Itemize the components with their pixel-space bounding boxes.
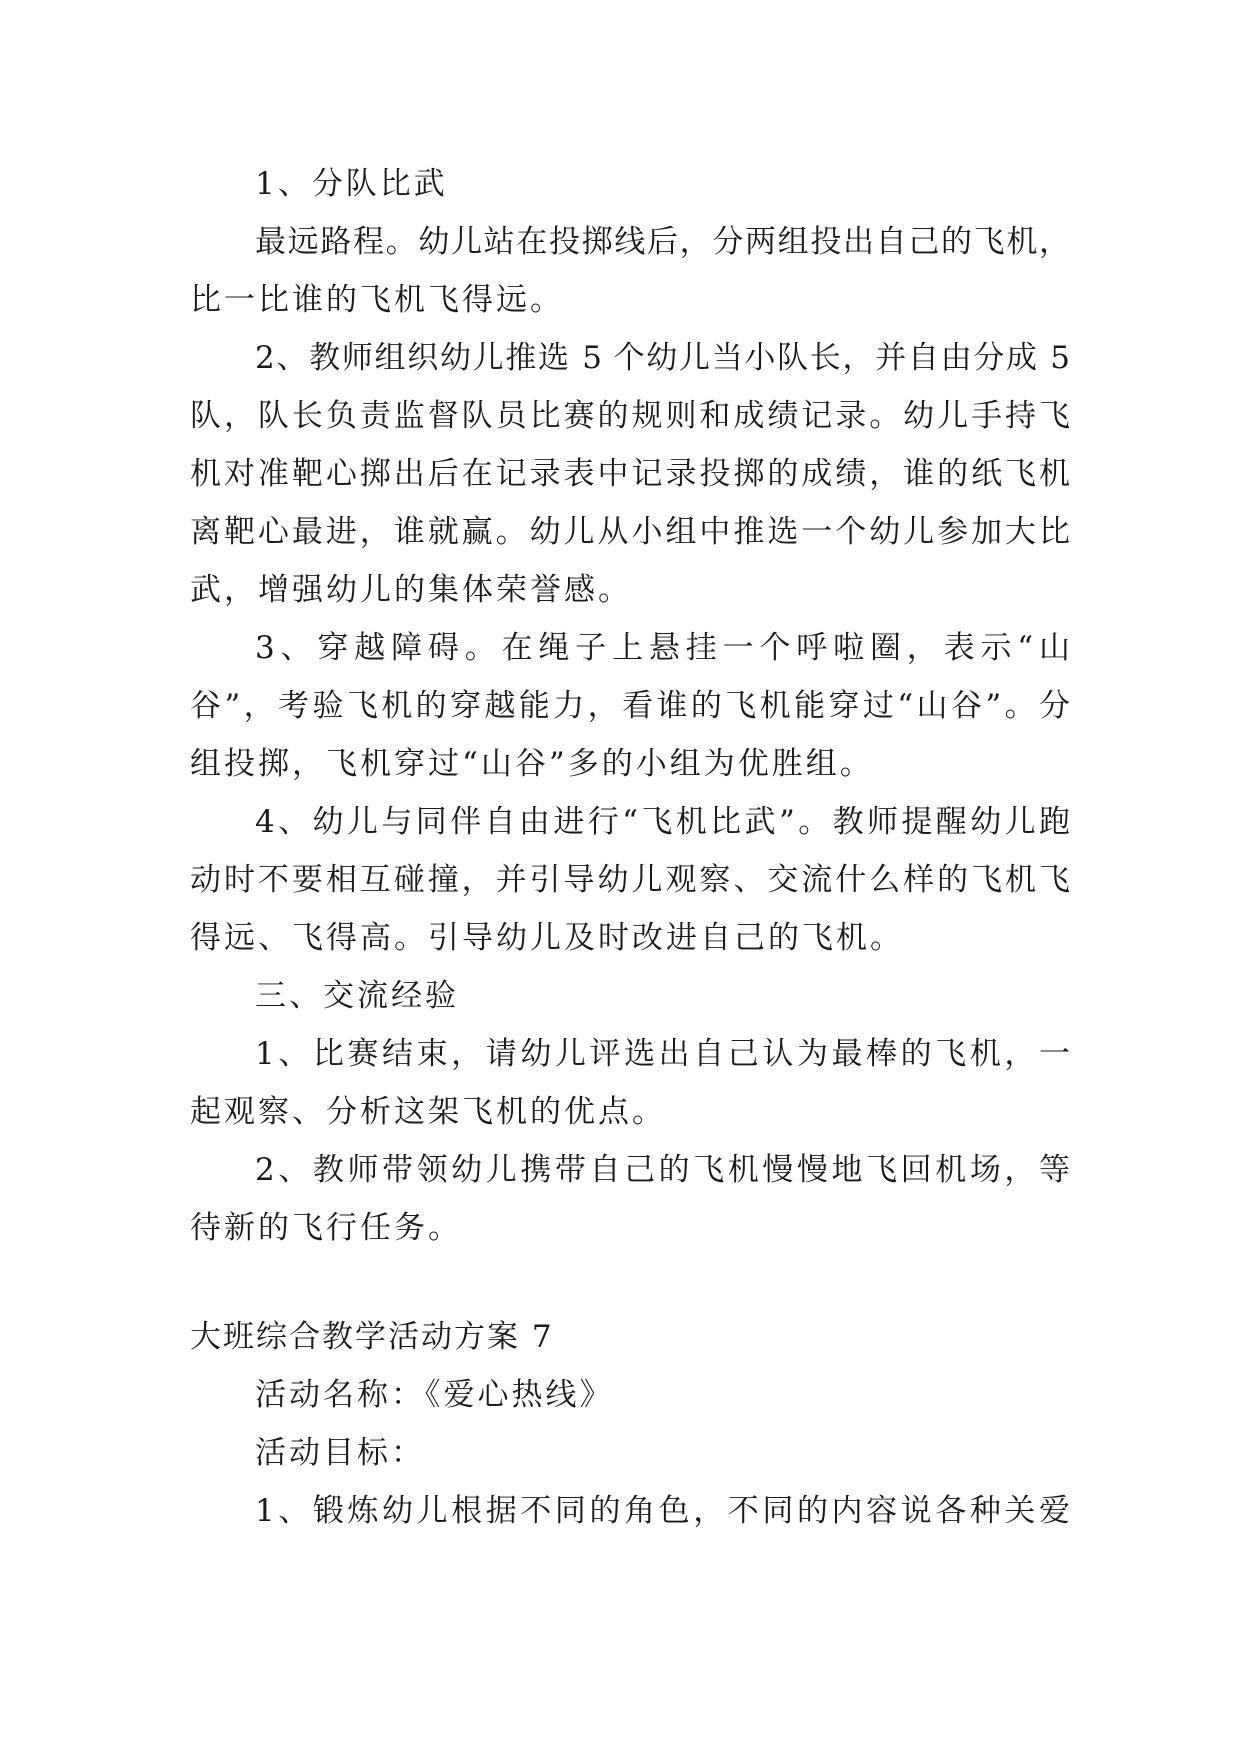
document-title: 大班综合教学活动方案 7 (190, 1319, 554, 1355)
paragraph-line: 队，队长负责监督队员比赛的规则和成绩记录。幼儿手持飞 (190, 398, 1070, 434)
paragraph-line: 4、幼儿与同伴自由进行“飞机比武”。教师提醒幼儿跑 (255, 804, 1070, 840)
paragraph-line: 2、教师带领幼儿携带自己的飞机慢慢地飞回机场，等 (255, 1152, 1070, 1188)
paragraph-line: 1、锻炼幼儿根据不同的角色，不同的内容说各种关爱 (255, 1493, 1070, 1529)
paragraph-line: 最远路程。幼儿站在投掷线后，分两组投出自己的飞机， (255, 224, 1070, 260)
activity-name: 活动名称：《爱心热线》 (255, 1377, 614, 1413)
paragraph-line: 机对准靶心掷出后在记录表中记录投掷的成绩，谁的纸飞机 (190, 456, 1070, 492)
list-item-1-heading: 1、分队比武 (255, 166, 448, 202)
paragraph-line: 谷”，考验飞机的穿越能力，看谁的飞机能穿过“山谷”。分 (190, 688, 1070, 724)
paragraph-line: 离靶心最进，谁就赢。幼儿从小组中推选一个幼儿参加大比 (190, 514, 1070, 550)
paragraph-line: 得远、飞得高。引导幼儿及时改进自己的飞机。 (190, 920, 904, 956)
paragraph-line: 起观察、分析这架飞机的优点。 (190, 1094, 666, 1130)
activity-goals-heading: 活动目标： (255, 1435, 425, 1471)
paragraph-line: 武，增强幼儿的集体荣誉感。 (190, 572, 632, 608)
paragraph-line: 组投掷，飞机穿过“山谷”多的小组为优胜组。 (190, 746, 874, 782)
paragraph-line: 3、穿越障碍。在绳子上悬挂一个呼啦圈，表示“山 (255, 630, 1070, 666)
section-heading: 三、交流经验 (255, 978, 459, 1014)
paragraph-line: 2、教师组织幼儿推选 5 个幼儿当小队长，并自由分成 5 (255, 340, 1070, 376)
paragraph-line: 1、比赛结束，请幼儿评选出自己认为最棒的飞机，一 (255, 1036, 1070, 1072)
paragraph-line: 待新的飞行任务。 (190, 1210, 462, 1246)
paragraph-line: 动时不要相互碰撞，并引导幼儿观察、交流什么样的飞机飞 (190, 862, 1070, 898)
paragraph-line: 比一比谁的飞机飞得远。 (190, 282, 564, 318)
